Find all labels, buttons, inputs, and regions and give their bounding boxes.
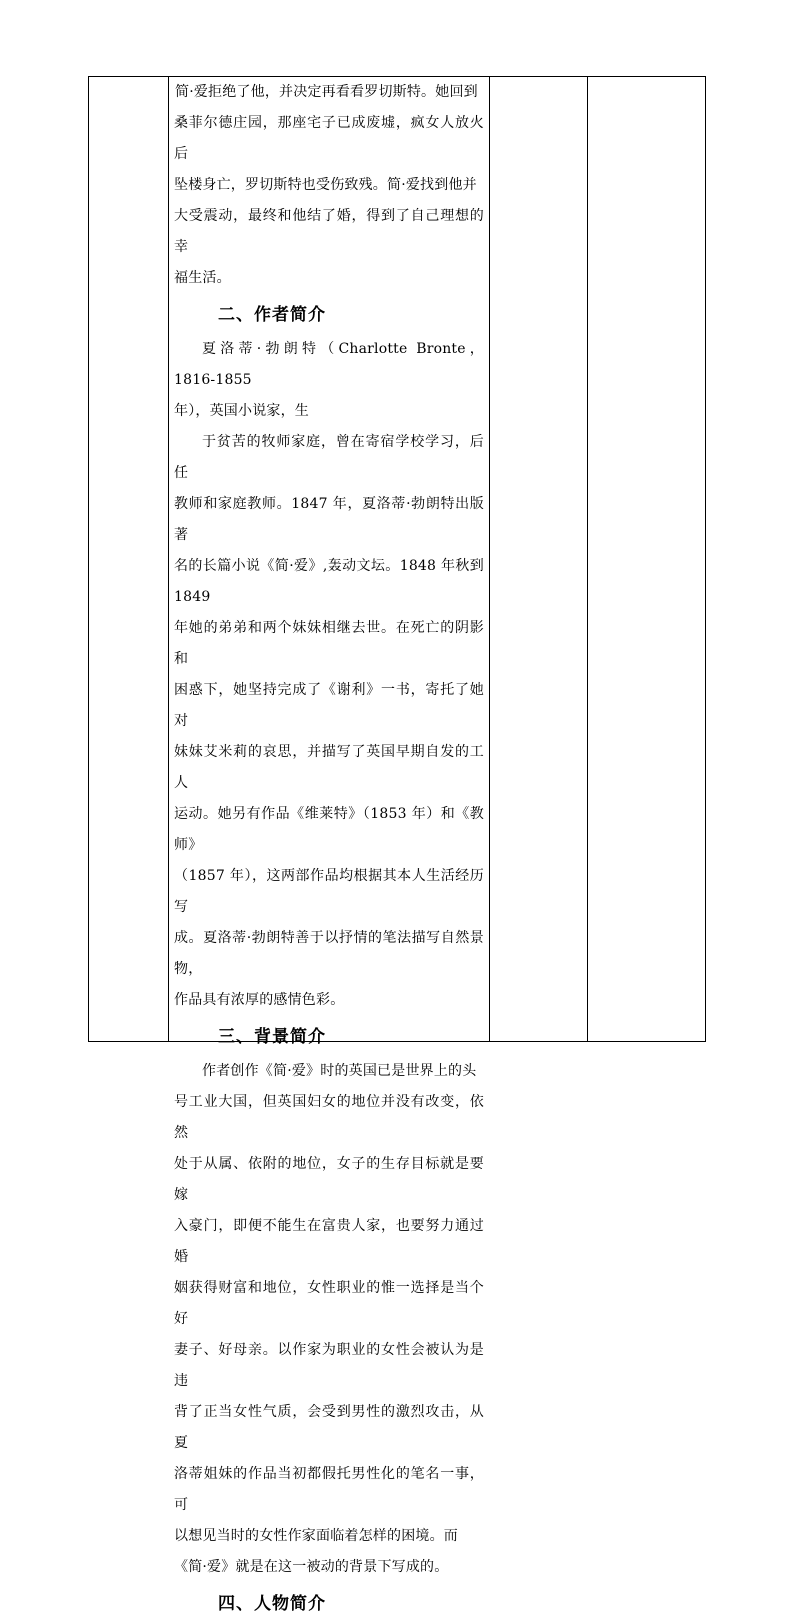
text-line: 大受震动，最终和他结了婚，得到了自己理想的幸 — [174, 208, 484, 255]
text-line: 处于从属、依附的地位，女子的生存目标就是要嫁 — [174, 1156, 484, 1203]
layout-table — [88, 76, 706, 1614]
text-line: 姻获得财富和地位，女性职业的惟一选择是当个好 — [174, 1280, 484, 1327]
intro-paragraph — [174, 77, 484, 294]
table-column-divider — [168, 77, 169, 1041]
text-line: 成。夏洛蒂·勃朗特善于以抒情的笔法描写自然景物， — [174, 930, 484, 977]
text-line: 困惑下，她坚持完成了《谢利》一书，寄托了她对 — [174, 682, 484, 729]
text-line: （1857 年），这两部作品均根据其本人生活经历写 — [174, 868, 484, 915]
text-line: 背了正当女性气质，会受到男性的激烈攻击，从夏 — [174, 1404, 484, 1451]
text-line: 妻子、好母亲。以作家为职业的女性会被认为是违 — [174, 1342, 484, 1389]
text-line: 妹妹艾米莉的哀思，并描写了英国早期自发的工人 — [174, 744, 484, 791]
table-column-divider — [587, 77, 588, 1041]
text-line: 号工业大国，但英国妇女的地位并没有改变，依然 — [174, 1094, 484, 1141]
text-line: 洛蒂姐妹的作品当初都假托男性化的笔名一事，可 — [174, 1466, 484, 1513]
text-line: 年），英国小说家，生 — [174, 403, 309, 419]
text-line: 教师和家庭教师。1847 年，夏洛蒂·勃朗特出版著 — [174, 496, 484, 543]
text-line: 年她的弟弟和两个妹妹相继去世。在死亡的阴影和 — [174, 620, 484, 667]
text-line: 福生活。 — [174, 270, 231, 286]
text-line: 简·爱拒绝了他，并决定再看看罗切斯特。她回到 — [175, 84, 478, 100]
author-paragraph-2 — [174, 427, 484, 1016]
text-line: 桑菲尔德庄园，那座宅子已成废墟，疯女人放火后 — [174, 115, 484, 162]
author-paragraph-1 — [174, 334, 484, 427]
text-line: 坠楼身亡，罗切斯特也受伤致残。简·爱找到他并 — [174, 177, 477, 193]
text-line: 作者创作《简·爱》时的英国已是世界上的头 — [202, 1063, 477, 1079]
text-line: 《简·爱》就是在这一被动的背景下写成的。 — [174, 1559, 449, 1575]
lesson-content-cell — [174, 77, 484, 1623]
text-line: 夏洛蒂·勃朗特（Charlotte Bronte，1816-1855 — [174, 341, 484, 388]
background-paragraph — [174, 1056, 484, 1583]
text-line: 入豪门，即便不能生在富贵人家，也要努力通过婚 — [174, 1218, 484, 1265]
text-line: 名的长篇小说《简·爱》,轰动文坛。1848 年秋到 1849 — [174, 558, 484, 605]
section-heading-background: 三、背景简介 — [218, 1027, 326, 1047]
text-line: 运动。她另有作品《维莱特》（1853 年）和《教师》 — [174, 806, 484, 853]
section-heading-author: 二、作者简介 — [218, 305, 326, 325]
text-line: 以想见当时的女性作家面临着怎样的困境。而 — [174, 1528, 458, 1544]
text-line: 作品具有浓厚的感情色彩。 — [174, 992, 345, 1008]
section-heading-characters: 四、人物简介 — [218, 1594, 326, 1614]
table-column-divider — [489, 77, 490, 1041]
text-line: 于贫苦的牧师家庭，曾在寄宿学校学习，后任 — [174, 434, 484, 481]
